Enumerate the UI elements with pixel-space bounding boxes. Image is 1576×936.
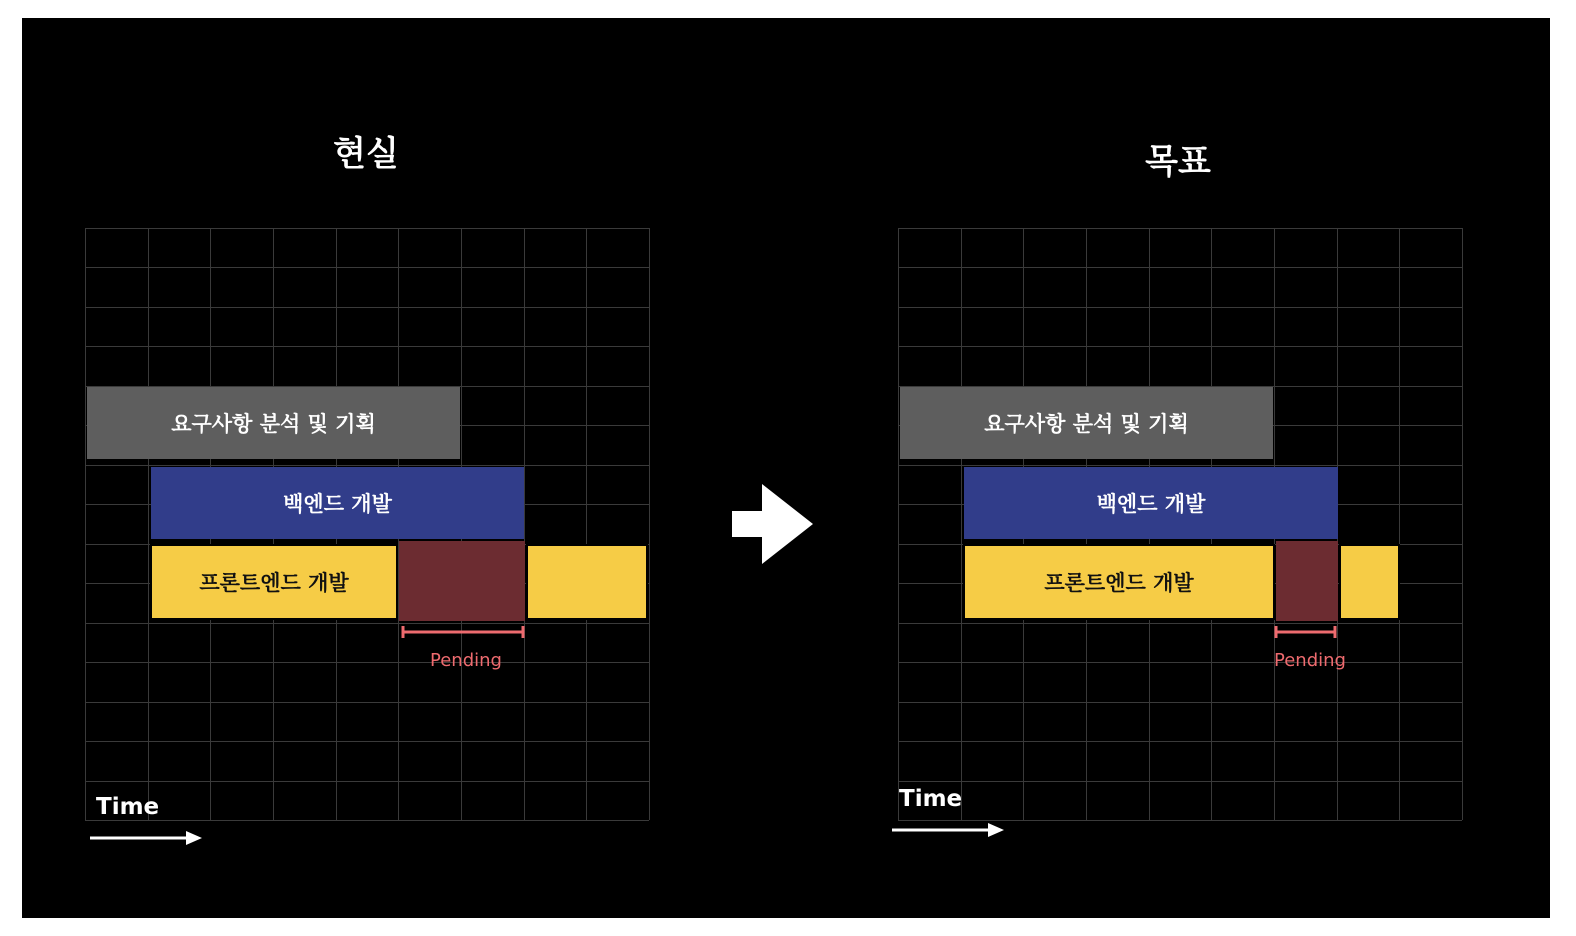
grid-line-vertical bbox=[649, 228, 650, 820]
title-goal: 목표 bbox=[1145, 142, 1211, 182]
time-arrow-icon bbox=[90, 830, 202, 846]
bar-pending bbox=[399, 541, 525, 621]
bar-backend-label: 백엔드 개발 bbox=[283, 492, 392, 516]
grid-line-horizontal bbox=[85, 228, 649, 229]
grid-line-horizontal bbox=[85, 307, 649, 308]
time-label: Time bbox=[96, 794, 160, 820]
bar-planning bbox=[87, 387, 460, 459]
grid-line-horizontal bbox=[898, 307, 1462, 308]
bar-planning bbox=[900, 387, 1273, 459]
grid-line-horizontal bbox=[85, 346, 649, 347]
title-reality: 현실 bbox=[333, 134, 399, 174]
grid-line-vertical bbox=[1462, 228, 1463, 820]
grid-line-horizontal bbox=[898, 228, 1462, 229]
grid-line-horizontal bbox=[898, 267, 1462, 268]
grid-line-vertical bbox=[898, 228, 899, 820]
grid-line-horizontal bbox=[898, 702, 1462, 703]
grid-line-horizontal bbox=[898, 623, 1462, 624]
bar-backend bbox=[964, 467, 1338, 539]
grid-line-vertical bbox=[961, 228, 962, 820]
grid-line-horizontal bbox=[898, 346, 1462, 347]
bar-frontend bbox=[963, 544, 1275, 620]
bar-backend bbox=[151, 467, 524, 539]
grid-line-horizontal bbox=[85, 702, 649, 703]
timeline-panel-goal bbox=[898, 228, 1462, 820]
grid-line-vertical bbox=[148, 228, 149, 820]
grid-line-horizontal bbox=[85, 781, 649, 782]
grid-line-vertical bbox=[85, 228, 86, 820]
grid-line-horizontal bbox=[85, 267, 649, 268]
timeline-panel-reality bbox=[85, 228, 649, 820]
grid-line-horizontal bbox=[898, 820, 1462, 821]
grid-line-horizontal bbox=[898, 781, 1462, 782]
time-arrow-icon bbox=[892, 822, 1004, 838]
bar-planning-label: 요구사항 분석 및 기획 bbox=[171, 412, 376, 436]
grid-line-horizontal bbox=[85, 820, 649, 821]
grid-line-horizontal bbox=[85, 741, 649, 742]
grid-line-horizontal bbox=[85, 662, 649, 663]
pending-label: Pending bbox=[430, 650, 502, 671]
bar-frontend-label: 프론트엔드 개발 bbox=[199, 571, 349, 595]
grid-line-horizontal bbox=[898, 465, 1462, 466]
pending-label: Pending bbox=[1274, 650, 1346, 671]
bar-pending bbox=[1276, 541, 1338, 621]
bar-frontend-continued bbox=[526, 544, 648, 620]
right-arrow-icon bbox=[732, 484, 814, 564]
bar-frontend-label: 프론트엔드 개발 bbox=[1044, 571, 1194, 595]
pending-bracket bbox=[1274, 624, 1340, 640]
grid-line-vertical bbox=[1399, 228, 1400, 820]
grid-line-vertical bbox=[524, 228, 525, 820]
bar-backend-label: 백엔드 개발 bbox=[1096, 492, 1206, 516]
grid-line-horizontal bbox=[85, 465, 649, 466]
diagram-canvas bbox=[22, 18, 1550, 918]
bar-frontend-continued bbox=[1339, 544, 1400, 620]
grid-line-horizontal bbox=[898, 741, 1462, 742]
bar-frontend bbox=[150, 544, 398, 620]
time-label: Time bbox=[899, 786, 963, 812]
grid-line-vertical bbox=[586, 228, 587, 820]
bar-planning-label: 요구사항 분석 및 기획 bbox=[984, 412, 1189, 436]
pending-bracket bbox=[401, 624, 525, 640]
grid-line-horizontal bbox=[85, 623, 649, 624]
